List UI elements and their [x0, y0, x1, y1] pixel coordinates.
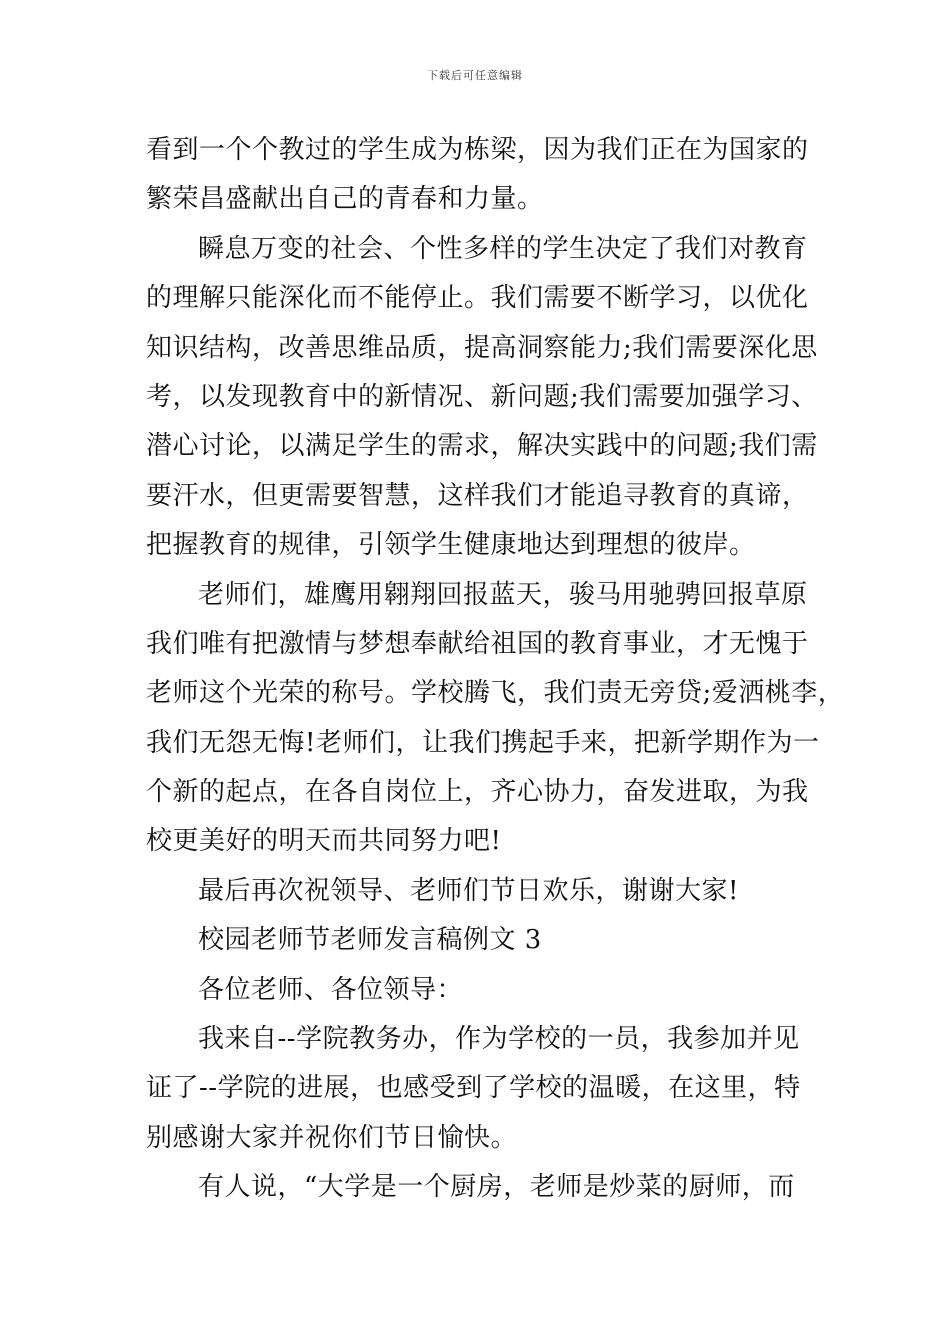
- text-line: 繁荣昌盛献出自己的青春和力量。: [146, 184, 544, 215]
- paragraph-start-line: 有人说，“大学是一个厨房，老师是炒菜的厨师，而: [198, 1172, 795, 1203]
- text-line: 把握教育的规律，引领学生健康地达到理想的彼岸。: [146, 530, 756, 561]
- text-line: 证了--学院的进展，也感受到了学校的温暖，在这里，特: [146, 1073, 801, 1104]
- text-line: 我们唯有把激情与梦想奉献给祖国的教育事业，才无愧于: [146, 628, 809, 659]
- salutation-line: 各位老师、各位领导：: [198, 974, 464, 1005]
- text-line: 要汗水，但更需要智慧，这样我们才能追寻教育的真谛，: [146, 480, 809, 511]
- text-line: 别感谢大家并祝你们节日愉快。: [146, 1122, 518, 1153]
- text-line: 知识结构，改善思维品质，提高洞察能力;我们需要深化思: [146, 332, 818, 363]
- text-line: 考，以发现教育中的新情况、新问题;我们需要加强学习、: [146, 381, 818, 412]
- text-line: 的理解只能深化而不能停止。我们需要不断学习，以优化: [146, 283, 809, 314]
- text-line: 校更美好的明天而共同努力吧!: [146, 826, 502, 857]
- paragraph-start-line: 我来自--学院教务办，作为学校的一员，我参加并见: [198, 1024, 800, 1055]
- text-line: 看到一个个教过的学生成为栋梁，因为我们正在为国家的: [146, 135, 809, 165]
- section-title: 校园老师节老师发言稿例文 3: [198, 925, 542, 956]
- paragraph-start-line: 瞬息万变的社会、个性多样的学生决定了我们对教育: [198, 233, 808, 264]
- text-line: 个新的起点，在各自岗位上，齐心协力，奋发进取，为我: [146, 777, 809, 808]
- paragraph-start-line: 最后再次祝领导、老师们节日欢乐，谢谢大家!: [198, 875, 739, 906]
- text-line: 我们无怨无悔!老师们，让我们携起手来，把新学期作为一: [146, 727, 820, 758]
- paragraph-start-line: 老师们，雄鹰用翱翔回报蓝天，骏马用驰骋回报草原: [198, 579, 808, 610]
- page-header-note: 下载后可任意编辑: [427, 69, 523, 82]
- document-body: [146, 126, 845, 1213]
- text-line: 老师这个光荣的称号。学校腾飞，我们责无旁贷;爱洒桃李，: [146, 678, 845, 709]
- text-line: 潜心讨论，以满足学生的需求，解决实践中的问题;我们需: [146, 431, 818, 462]
